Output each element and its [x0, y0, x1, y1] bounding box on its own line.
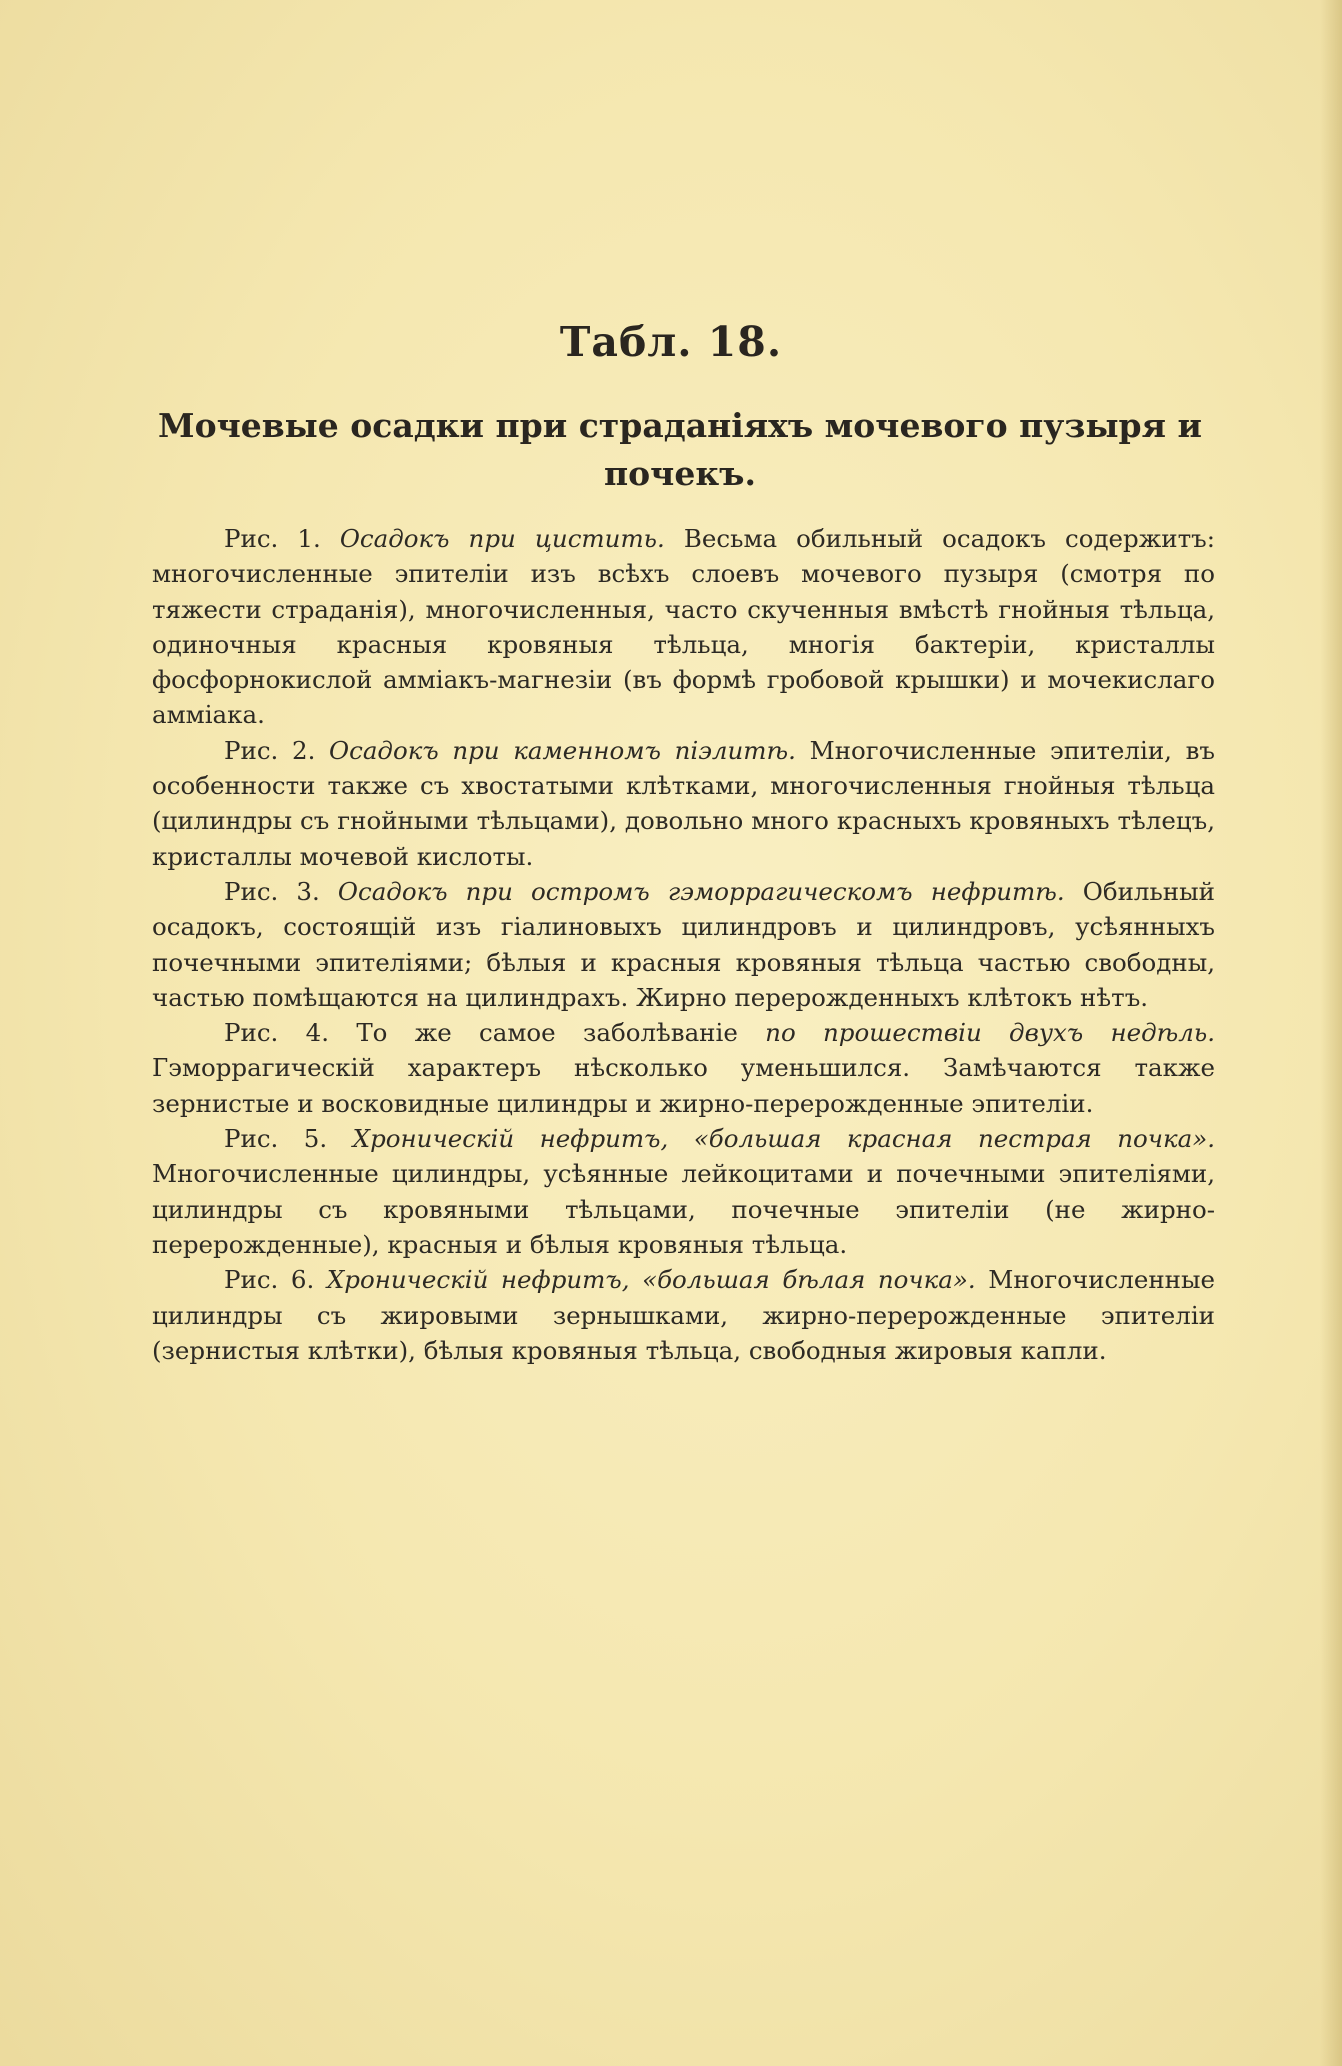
- figure-descriptions: [152, 521, 1215, 1368]
- figure-paragraph-2: [152, 733, 1215, 874]
- figure-paragraph-3: [152, 874, 1215, 1015]
- figure-label: Рис. 1.: [224, 524, 321, 553]
- page-heading: Мочевые осадки при страданіяхъ мочевого пузыря и почекъ.: [158, 406, 1202, 493]
- figure-label: Рис. 3.: [224, 876, 320, 906]
- figure-title: Осадокъ при цистить.: [339, 524, 665, 553]
- figure-label: Рис. 6.: [224, 1265, 315, 1295]
- figure-paragraph-4: [152, 1015, 1215, 1121]
- figure-label: Рис. 5.: [224, 1124, 328, 1154]
- figure-title: Осадокъ при остромъ гэморрагическомъ нефритѣ.: [337, 876, 1065, 906]
- figure-text: Многочисленные цилиндры, усѣянные лейкоцитами и почечными эпителіями, цилиндры съ кровяными тѣльцами, почечные эпителіи (не жирно-перерожденные), красныя и бѣлыя кровяныя тѣльца.: [152, 1159, 1215, 1259]
- figure-title: по прошествіи двухъ недѣль.: [765, 1018, 1216, 1048]
- figure-lead: То же самое заболѣваніе: [356, 1018, 738, 1048]
- figure-text: Многочисленные цилиндры съ жировыми зернышками, жирно-перерожденные эпителіи (зернистыя клѣтки), бѣлыя кровяныя тѣльца, свободныя жировыя капли.: [152, 1265, 1215, 1365]
- figure-paragraph-6: [152, 1262, 1215, 1368]
- figure-text: Гэморрагическій характеръ нѣсколько уменьшился. Замѣчаются также зернистые и восковидные цилиндры и жирно-перерожденные эпителіи.: [152, 1053, 1215, 1118]
- figure-title: Хроническій нефритъ, «большая бѣлая почка».: [326, 1265, 976, 1295]
- plate-number: Табл. 18.: [559, 318, 783, 366]
- figure-text: Многочисленные эпителіи, въ особенности также съ хвостатыми клѣтками, многочисленныя гнойныя тѣльца (цилиндры съ гнойными тѣльцами), довольно много красныхъ кровяныхъ тѣлецъ, кристаллы мочевой кислоты.: [152, 735, 1215, 871]
- figure-title: Осадокъ при каменномъ піэлитѣ.: [329, 735, 796, 765]
- figure-title: Хроническій нефритъ, «большая красная пестрая почка».: [352, 1124, 1215, 1154]
- figure-text: Обильный осадокъ, состоящій изъ гіалиновыхъ цилиндровъ и цилиндровъ, усѣянныхъ почечными эпителіями; бѣлыя и красныя кровяныя тѣльца частью свободны, частью помѣщаются на цилиндрахъ. Жирно перерожденныхъ клѣтокъ нѣтъ.: [152, 876, 1215, 1012]
- page-edge-shadow: [1320, 0, 1342, 2066]
- figure-label: Рис. 2.: [224, 735, 316, 765]
- figure-paragraph-1: [152, 521, 1215, 733]
- figure-text: Весьма обильный осадокъ содержитъ: многочисленные эпителіи изъ всѣхъ слоевъ мочевого пузыря (смотря по тяжести страданія), многочисленныя, часто скученныя вмѣстѣ гнойныя тѣльца, одиночныя красныя кровяныя тѣльца, многія бактеріи, кристаллы фосфорнокислой амміакъ-магнезіи (въ формѣ гробовой крышки) и мочекислаго амміака.: [152, 524, 1215, 730]
- figure-paragraph-5: [152, 1121, 1215, 1262]
- figure-label: Рис. 4.: [224, 1018, 329, 1048]
